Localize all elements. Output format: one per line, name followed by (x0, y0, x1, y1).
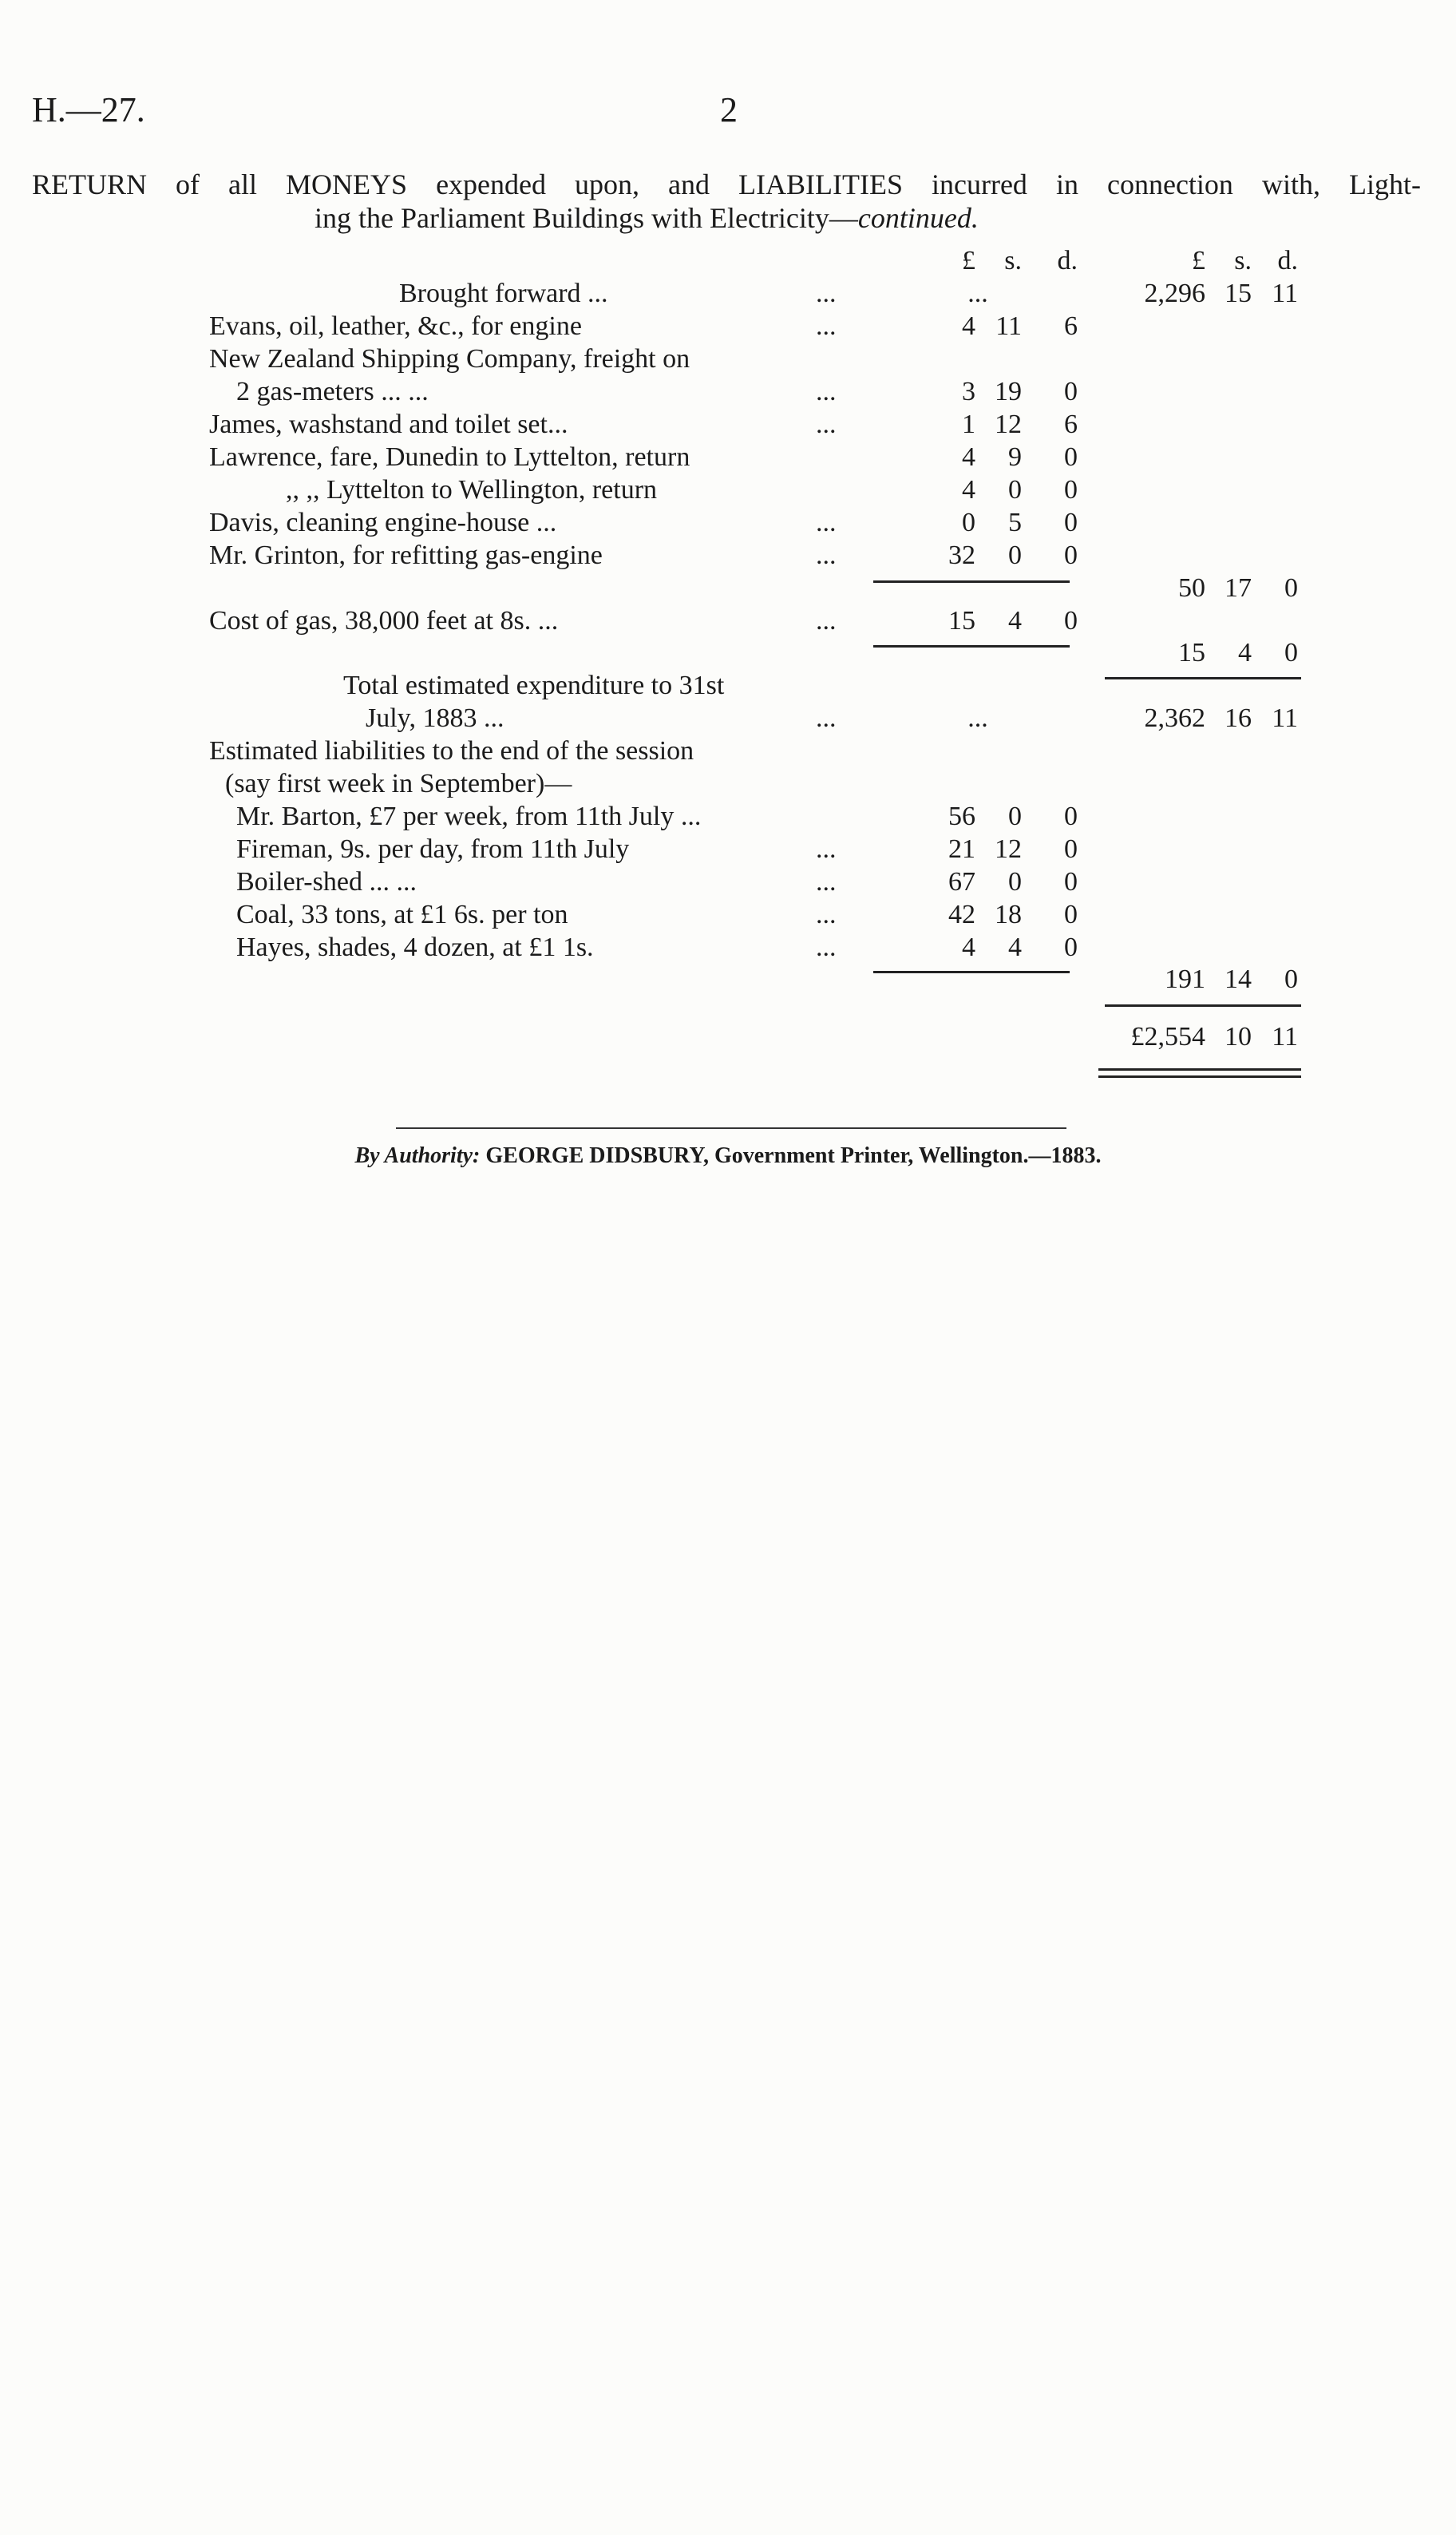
row-description: James, washstand and toilet set... (209, 410, 568, 439)
c1-pence: 0 (1064, 834, 1078, 864)
c1-pounds: 56 (948, 802, 975, 831)
c1-pence: 0 (1064, 508, 1078, 537)
row-description: Cost of gas, 38,000 feet at 8s. ... (209, 606, 559, 636)
table-row (0, 735, 1456, 767)
title-word: expended (436, 168, 546, 200)
c1-shillings: 12 (995, 410, 1022, 439)
row-description: Coal, 33 tons, at £1 6s. per ton (236, 900, 568, 929)
c1-shillings: 5 (1008, 508, 1022, 537)
c2-shillings: 10 (1225, 1022, 1252, 1052)
authority-label: By Authority: (354, 1143, 481, 1168)
c2-pence: 0 (1284, 638, 1298, 667)
title-word: of (176, 168, 200, 200)
c1-shillings: 0 (1008, 541, 1022, 570)
c1-pounds: 32 (948, 541, 975, 570)
c2-shillings: 17 (1225, 573, 1252, 603)
printer-text: GEORGE DIDSBURY, Government Printer, Wellington.—1883. (485, 1143, 1102, 1168)
c1-pounds: 4 (962, 311, 975, 341)
table-row (0, 931, 1456, 964)
c1-pence: 0 (1064, 475, 1078, 505)
table-row (0, 865, 1456, 898)
c2-shillings: 4 (1238, 638, 1252, 667)
column-headers (0, 244, 1456, 277)
c1-shillings: 12 (995, 834, 1022, 864)
c1-pounds: 15 (948, 606, 975, 636)
c1-ellipsis: ... (967, 279, 988, 308)
table-row (0, 669, 1456, 702)
table-row (0, 277, 1456, 310)
title-line-2-text: ing the Parliament Buildings with Electricity— (315, 202, 858, 234)
pound-header: £ (1192, 246, 1205, 275)
double-rule (1098, 1068, 1301, 1078)
table-row (0, 898, 1456, 931)
c2-pounds: 15 (1178, 638, 1205, 667)
c1-pence: 6 (1064, 311, 1078, 341)
c1-shillings: 0 (1008, 867, 1022, 897)
c2-shillings: 16 (1225, 703, 1252, 733)
table-row (0, 833, 1456, 865)
c2-pence: 11 (1272, 703, 1298, 733)
leader-dots: ... (816, 541, 837, 570)
total-row (0, 702, 1456, 735)
title-word: Light- (1348, 168, 1421, 200)
printer-imprint (0, 1143, 1456, 1169)
leader-dots: ... (816, 311, 837, 341)
c1-pounds: 4 (962, 475, 975, 505)
title-word: RETURN (32, 168, 147, 200)
footer-rule (396, 1127, 1066, 1129)
c1-pence: 0 (1064, 802, 1078, 831)
title-word: all (228, 168, 258, 200)
c2-pounds: £2,554 (1130, 1022, 1205, 1052)
table-row (0, 343, 1456, 375)
c1-pounds: 4 (962, 933, 975, 962)
grand-total-rule (1105, 1004, 1301, 1007)
row-description: Mr. Barton, £7 per week, from 11th July ... (236, 802, 702, 831)
c2-pence: 0 (1284, 573, 1298, 603)
c1-pounds: 3 (962, 377, 975, 406)
leader-dots: ... (816, 933, 837, 962)
row-description: Mr. Grinton, for refitting gas-engine (209, 541, 603, 570)
row-description: 2 gas-meters ... ... (236, 377, 429, 406)
row-description: ,, ,, Lyttelton to Wellington, return (286, 475, 658, 505)
c1-pence: 0 (1064, 933, 1078, 962)
c1-shillings: 9 (1008, 442, 1022, 472)
row-description: Fireman, 9s. per day, from 11th July (236, 834, 630, 864)
table-row (0, 800, 1456, 833)
c1-pence: 0 (1064, 867, 1078, 897)
leader-dots: ... (816, 834, 837, 864)
leader-dots: ... (816, 279, 837, 308)
c2-pence: 11 (1272, 1022, 1298, 1052)
c1-pence: 6 (1064, 410, 1078, 439)
row-description: Brought forward ... (399, 279, 608, 308)
table-row (0, 441, 1456, 473)
row-description: July, 1883 ... (366, 703, 504, 733)
page-number: 2 (720, 90, 738, 129)
row-description: Evans, oil, leather, &c., for engine (209, 311, 582, 341)
c1-shillings: 4 (1008, 933, 1022, 962)
c1-pence: 0 (1064, 377, 1078, 406)
leader-dots: ... (816, 867, 837, 897)
title-word: upon, (575, 168, 640, 200)
c2-pounds: 191 (1165, 964, 1205, 994)
row-description: Davis, cleaning engine-house ... (209, 508, 557, 537)
title-line-1 (32, 168, 1421, 201)
subtotal-row (0, 572, 1456, 604)
row-description: Hayes, shades, 4 dozen, at £1 1s. (236, 933, 594, 962)
title-word: in (1055, 168, 1078, 200)
c1-pounds: 0 (962, 508, 975, 537)
c1-shillings: 19 (995, 377, 1022, 406)
c1-pence: 0 (1064, 442, 1078, 472)
c1-ellipsis: ... (967, 703, 988, 733)
table-row (0, 408, 1456, 441)
table-row (0, 506, 1456, 539)
grand-total-row (0, 1020, 1456, 1053)
title-continued: continued. (857, 202, 979, 234)
title-word: connection (1106, 168, 1233, 200)
title-line-2 (32, 201, 1421, 235)
table-row (0, 539, 1456, 572)
c2-shillings: 14 (1225, 964, 1252, 994)
c1-pence: 0 (1064, 541, 1078, 570)
c1-pounds: 1 (962, 410, 975, 439)
c2-pence: 11 (1272, 279, 1298, 308)
leader-dots: ... (816, 703, 837, 733)
subtotal-row (0, 636, 1456, 669)
c2-pounds: 2,362 (1144, 703, 1205, 733)
shillings-header: s. (1004, 246, 1022, 275)
c1-shillings: 11 (995, 311, 1022, 341)
row-description: Lawrence, fare, Dunedin to Lyttelton, return (209, 442, 690, 472)
table-title (32, 168, 1421, 235)
table-row (0, 310, 1456, 343)
c1-pounds: 4 (962, 442, 975, 472)
pence-header: d. (1277, 246, 1298, 275)
leader-dots: ... (816, 377, 837, 406)
leader-dots: ... (816, 606, 837, 636)
table-row (0, 375, 1456, 408)
c1-shillings: 4 (1008, 606, 1022, 636)
c2-pounds: 2,296 (1144, 279, 1205, 308)
row-description: Boiler-shed ... ... (236, 867, 417, 897)
c2-pounds: 50 (1178, 573, 1205, 603)
leader-dots: ... (816, 508, 837, 537)
row-description: (say first week in September)— (225, 769, 572, 798)
title-word: MONEYS (286, 168, 408, 200)
c1-pounds: 21 (948, 834, 975, 864)
c1-pence: 0 (1064, 606, 1078, 636)
title-word: LIABILITIES (738, 168, 903, 200)
pence-header: d. (1057, 246, 1078, 275)
shillings-header: s. (1234, 246, 1252, 275)
row-description: New Zealand Shipping Company, freight on (209, 344, 690, 374)
subtotal-row (0, 963, 1456, 996)
title-word: incurred (932, 168, 1027, 200)
row-description: Estimated liabilities to the end of the session (209, 736, 694, 766)
c2-pence: 0 (1284, 964, 1298, 994)
c1-pounds: 42 (948, 900, 975, 929)
c1-pence: 0 (1064, 900, 1078, 929)
table-row (0, 767, 1456, 800)
c1-shillings: 18 (995, 900, 1022, 929)
title-word: and (668, 168, 710, 200)
c1-pounds: 67 (948, 867, 975, 897)
table-row (0, 604, 1456, 637)
leader-dots: ... (816, 410, 837, 439)
c2-shillings: 15 (1225, 279, 1252, 308)
c1-shillings: 0 (1008, 802, 1022, 831)
c1-shillings: 0 (1008, 475, 1022, 505)
table-row (0, 473, 1456, 506)
pound-header: £ (962, 246, 975, 275)
leader-dots: ... (816, 900, 837, 929)
document-reference: H.—27. (32, 90, 145, 129)
title-word: with, (1261, 168, 1320, 200)
row-description: Total estimated expenditure to 31st (343, 671, 725, 700)
